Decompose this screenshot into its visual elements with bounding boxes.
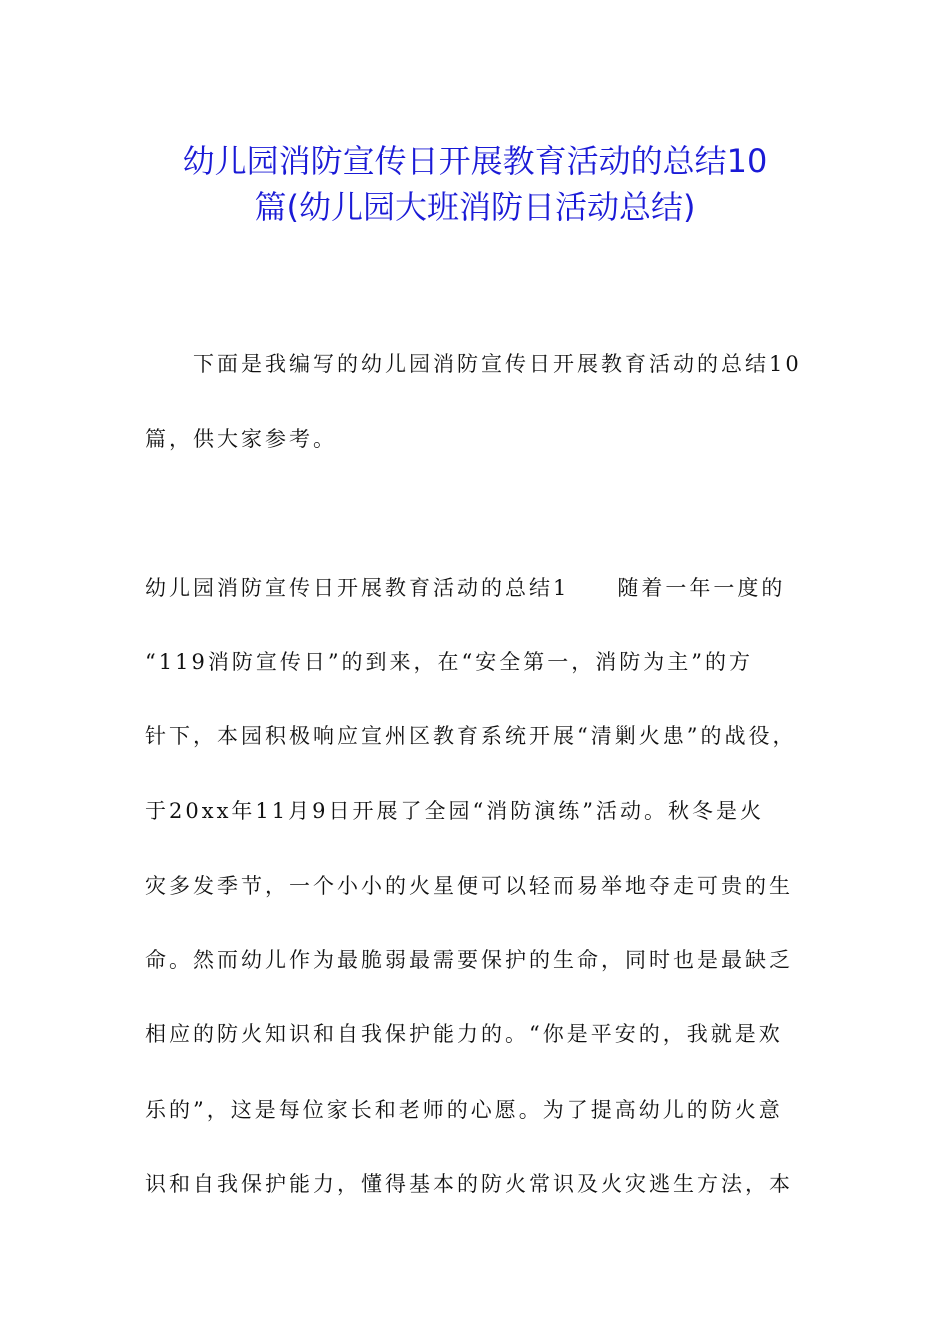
body-line: 相应的防火知识和自我保护能力的。“你是平安的，我就是欢 xyxy=(145,1022,783,1046)
intro-line-2: 篇，供大家参考。 xyxy=(145,427,337,451)
body-line: 灾多发季节，一个小小的火星便可以轻而易举地夺走可贵的生 xyxy=(145,874,793,898)
body-line: 针下，本园积极响应宣州区教育系统开展“清剿火患”的战役， xyxy=(145,724,797,748)
body-line: “119消防宣传日”的到来，在“安全第一，消防为主”的方 xyxy=(145,650,754,674)
body-line: 命。然而幼儿作为最脆弱最需要保护的生命，同时也是最缺乏 xyxy=(145,948,793,972)
body-line: 幼儿园消防宣传日开展教育活动的总结1 随着一年一度的 xyxy=(145,576,786,600)
body-line: 于20xx年11月9日开展了全园“消防演练”活动。秋冬是火 xyxy=(145,799,764,823)
document-title-line-2: 篇(幼儿园大班消防日活动总结) xyxy=(254,188,696,226)
body-line: 识和自我保护能力，懂得基本的防火常识及火灾逃生方法，本 xyxy=(145,1172,793,1196)
document-title-line-1: 幼儿园消防宣传日开展教育活动的总结10 xyxy=(182,142,768,180)
body-line: 乐的”，这是每位家长和老师的心愿。为了提高幼儿的防火意 xyxy=(145,1098,783,1122)
intro-line-1: 下面是我编写的幼儿园消防宣传日开展教育活动的总结10 xyxy=(193,352,802,376)
